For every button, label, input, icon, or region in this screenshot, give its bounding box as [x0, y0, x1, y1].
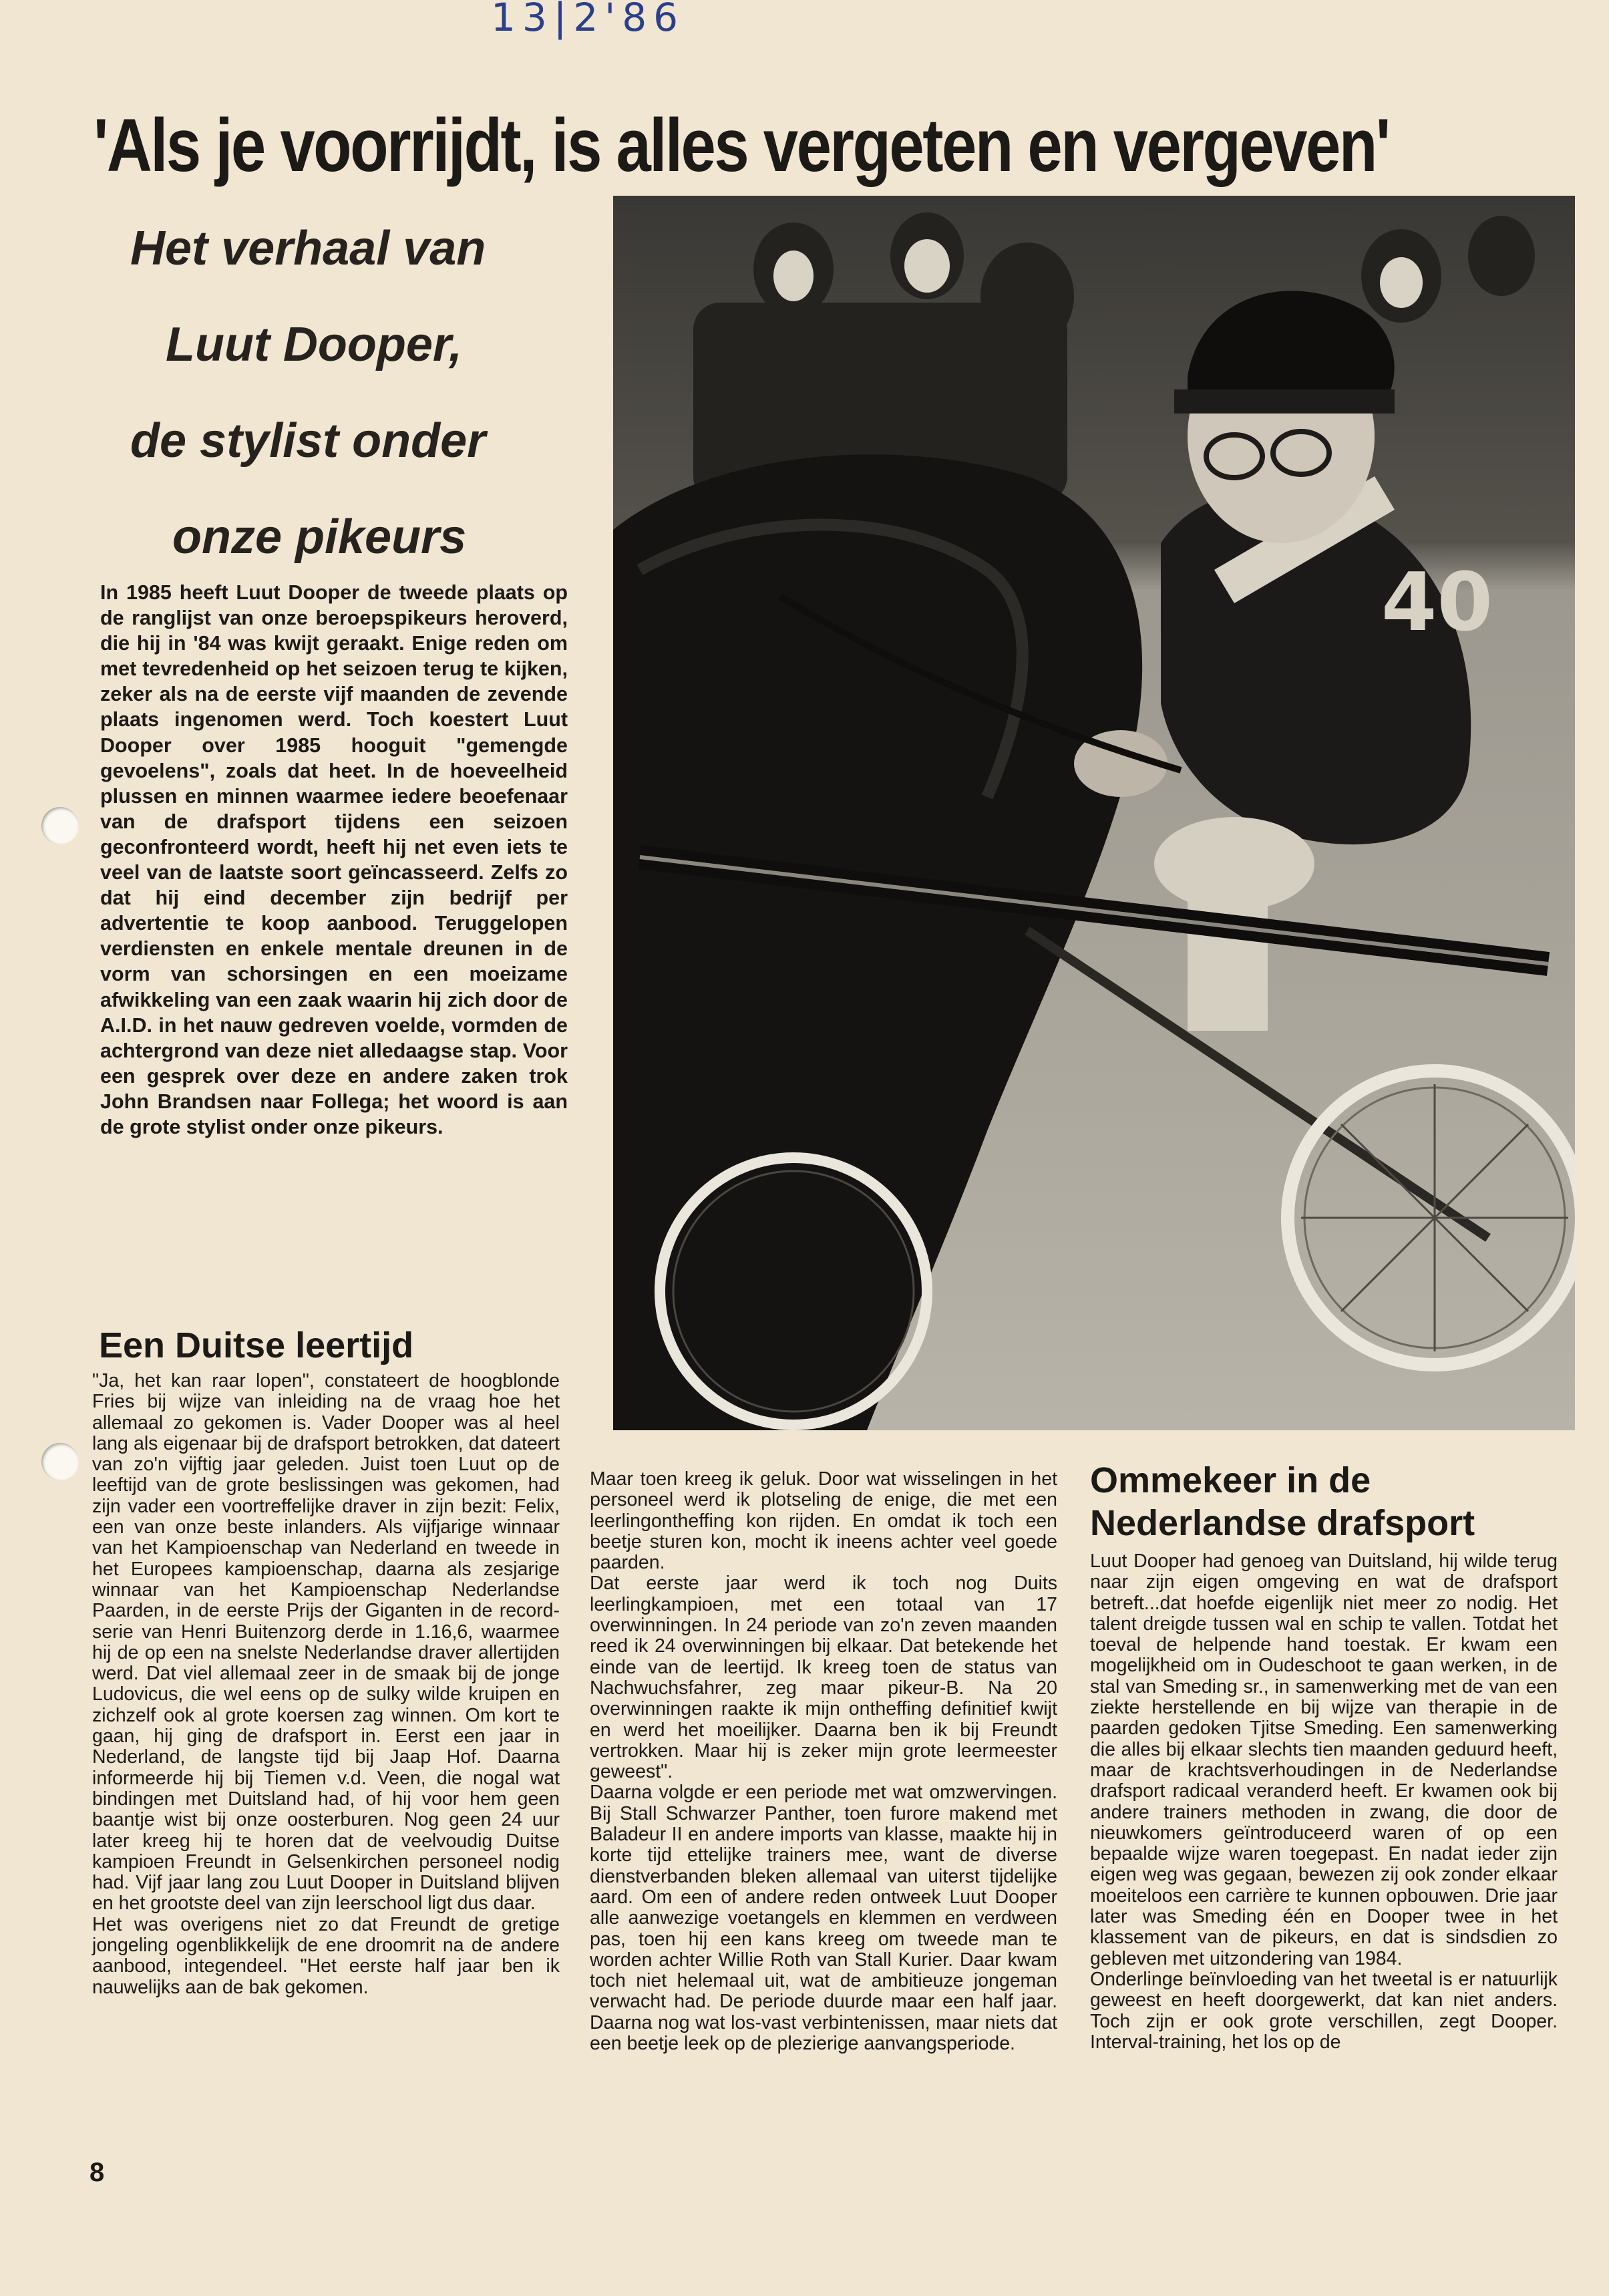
- paragraph: "Ja, het kan raar lopen", constateert de hoogblonde Fries bij wijze van inleiding na de vraag hoe het allemaal zo gekomen is. Vader Dooper was al heel lang als eigenaar bij de drafsport betrokken, dat dateert van zo'n vijftig jaar geleden. Juist toen Luut op de leeftijd van de grote beslissingen was gekomen, had zijn vader een voortreffelijke draver in zijn bezit: Felix, een van onze beste inlanders. Als vijfjarige winnaar van het Kampioenschap van Nederland en tweede in het Europees kampioenschap, daarna als zesjarige winnaar van het Kampioenschap Nederlandse Paarden, in de eerste Prijs der Giganten in de record-serie van Henri Buitenzorg derde in 1.16,6, waarmee hij de op een na snelste Nederlandse draver allertijden werd. Dat viel allemaal zeer in de smaak bij de jonge Ludovicus, die wel eens op de sulky wilde kruipen en zichzelf ook al grote koersen zag winnen. Om kort te gaan, hij ging de drafsport in. Eerst een jaar in Nederland, de langste tijd bij Jaap Hof. Daarna informeerde hij bij Tiemen v.d. Veen, die nogal wat bindingen met Duitsland had, of hij voor hem geen baantje wist bij onze oosterburen. Nog geen 24 uur later kreeg hij te horen dat de veelvoudig Duitse kampioen Freundt in Gelsenkirchen personeel nodig had. Vijf jaar lang zou Luut Dooper in Duitsland blijven en het grootste deel van zijn leerschool ligt dus daar.: [92, 1370, 560, 1915]
- article-column-2: [590, 1469, 1057, 2054]
- headline: 'Als je voorrijdt, is alles vergeten en vergeven': [94, 104, 1389, 187]
- section-title-ommekeer: Ommekeer in de Nederlandse drafsport: [1090, 1460, 1475, 1543]
- punch-hole: [41, 807, 79, 844]
- article-column-1: [92, 1371, 560, 1998]
- punch-hole: [41, 1443, 79, 1480]
- paragraph: Het was overigens niet zo dat Freundt de gretige jongeling ogenblikkelijk de ene droomrit na de andere aanbood, integendeel. "Het eerste half jaar ben ik nauwelijks aan de bak gekomen.: [92, 1913, 560, 1998]
- paragraph: Luut Dooper had genoeg van Duitsland, hij wilde terug naar zijn eigen omgeving en wat de drafsport betreft...dat hoefde eigenlijk niet meer zo nodig. Het talent dreigde tussen wal en schip te vallen. Totdat het toeval de helpende hand toestak. Er kwam een mogelijkheid om in Oudeschoot te gaan werken, in de stal van Smeding sr., in samenwerking met de van een ziekte herstellende en bij wijze van therapie in de paarden gedoken Tjitse Smeding. Een samenwerking die alles bij elkaar slechts tien maanden geduurd heeft, maar de krachtsverhoudingen in de Nederlandse drafsport radicaal veranderd heeft. Er kwamen ook bij andere trainers methoden in zwang, die door de nieuwkomers geïntroduceerd waren of op een bepaalde wijze waren toegepast. En nadat ieder zijn eigen weg was gegaan, bewezen zij ook zonder elkaar moeiteloos een carrière te kunnen opbouwen. Drie jaar later was Smeding één en Dooper twee in het klassement van de pikeurs, en dat is sindsdien zo gebleven met uitzondering van 1984.: [1090, 1550, 1558, 1969]
- paragraph: Daarna volgde er een periode met wat omzwervingen. Bij Stall Schwarzer Panther, toen furore makend met Baladeur II en andere imports van klasse, maakte hij in korte tijd ettelijke trainers mee, want de diverse dienstverbanden bleken allemaal van uiterst tijdelijke aard. Om een of andere reden ontweek Luut Dooper alle aanwezige voetangels en klemmen en verdween pas, toen hij een kans kreeg om tweede man te worden achter Willie Roth van Stall Kurier. Daar kwam toch niet helemaal uit, wat de ambitieuze jongeman verwacht had. De periode duurde maar een half jaar. Daarna nog wat los-vast verbintenissen, maar niets dat een beetje leek op de plezierige aanvangsperiode.: [590, 1782, 1057, 2055]
- subtitle: [100, 200, 581, 585]
- section-title-duitse-leertijd: Een Duitse leertijd: [99, 1325, 414, 1365]
- paragraph: Onderlinge beïnvloeding van het tweetal is er natuurlijk geweest en heeft doorgewerkt, dat kan niet anders. Toch zijn er ook grote verschillen, zegt Dooper. Interval-training, het los op de: [1090, 1968, 1558, 2053]
- paragraph: Maar toen kreeg ik geluk. Door wat wisselingen in het personeel werd ik plotseling de enige, die met een leerlingontheffing kon rijden. En omdat ik toch een beetje sturen kon, mocht ik ineens achter veel goede paarden.: [590, 1468, 1057, 1574]
- subtitle-line: onze pikeurs: [172, 510, 467, 564]
- subtitle-line: Luut Dooper,: [166, 318, 462, 371]
- paragraph: Dat eerste jaar werd ik toch nog Duits leerlingkampioen, met een totaal van 17 overwinningen. In 24 periode van zo'n zeven maanden reed ik 24 overwinningen bij elkaar. Dat betekende het einde van de leertijd. Ik kreeg toen de status van Nachwuchsfahrer, zeg maar pikeur-B. Na 20 overwinningen raakte ik mijn ontheffing definitief kwijt en werd het moeilijker. Daarna ben ik bij Freundt vertrokken. Maar hij is zeker mijn grote leermeester geweest".: [590, 1573, 1057, 1783]
- harness-racing-photo: [613, 196, 1575, 1430]
- driver-number: 40: [1381, 556, 1493, 649]
- article-column-3: [1090, 1551, 1558, 2053]
- intro-paragraph: In 1985 heeft Luut Dooper de tweede plaats op de ranglijst van onze beroepspikeurs heroverd, die hij in '84 was kwijt geraakt. Enige reden om met tevredenheid op het seizoen terug te kijken, zeker als na de eerste vijf maanden de zevende plaats ingenomen werd. Toch koestert Luut Dooper over 1985 hooguit "gemengde gevoelens", zoals dat heet. In de hoeveelheid plussen en minnen waarmee iedere beoefenaar van de drafsport tijdens een seizoen geconfronteerd wordt, heeft hij net even iets te veel van de laatste soort geïncasseerd. Zelfs zo dat hij eind december zijn bedrijf per advertentie te koop aanbood. Teruggelopen verdiensten en enkele mentale dreunen in de vorm van schorsingen en een moeizame afwikkeling van een zaak waarin hij zich door de A.I.D. in het nauw gedreven voelde, vormden de achtergrond van deze niet alledaagse stap. Voor een gesprek over deze en andere zaken trok John Brandsen naar Follega; het woord is aan de grote stylist onder onze pikeurs.: [100, 581, 568, 1138]
- subtitle-line: Het verhaal van: [130, 222, 486, 275]
- photo-illustration: [613, 196, 1575, 1430]
- subtitle-line: de stylist onder: [130, 414, 486, 468]
- handwritten-date: 13|2'86: [491, 0, 685, 40]
- page-number: 8: [90, 2158, 105, 2187]
